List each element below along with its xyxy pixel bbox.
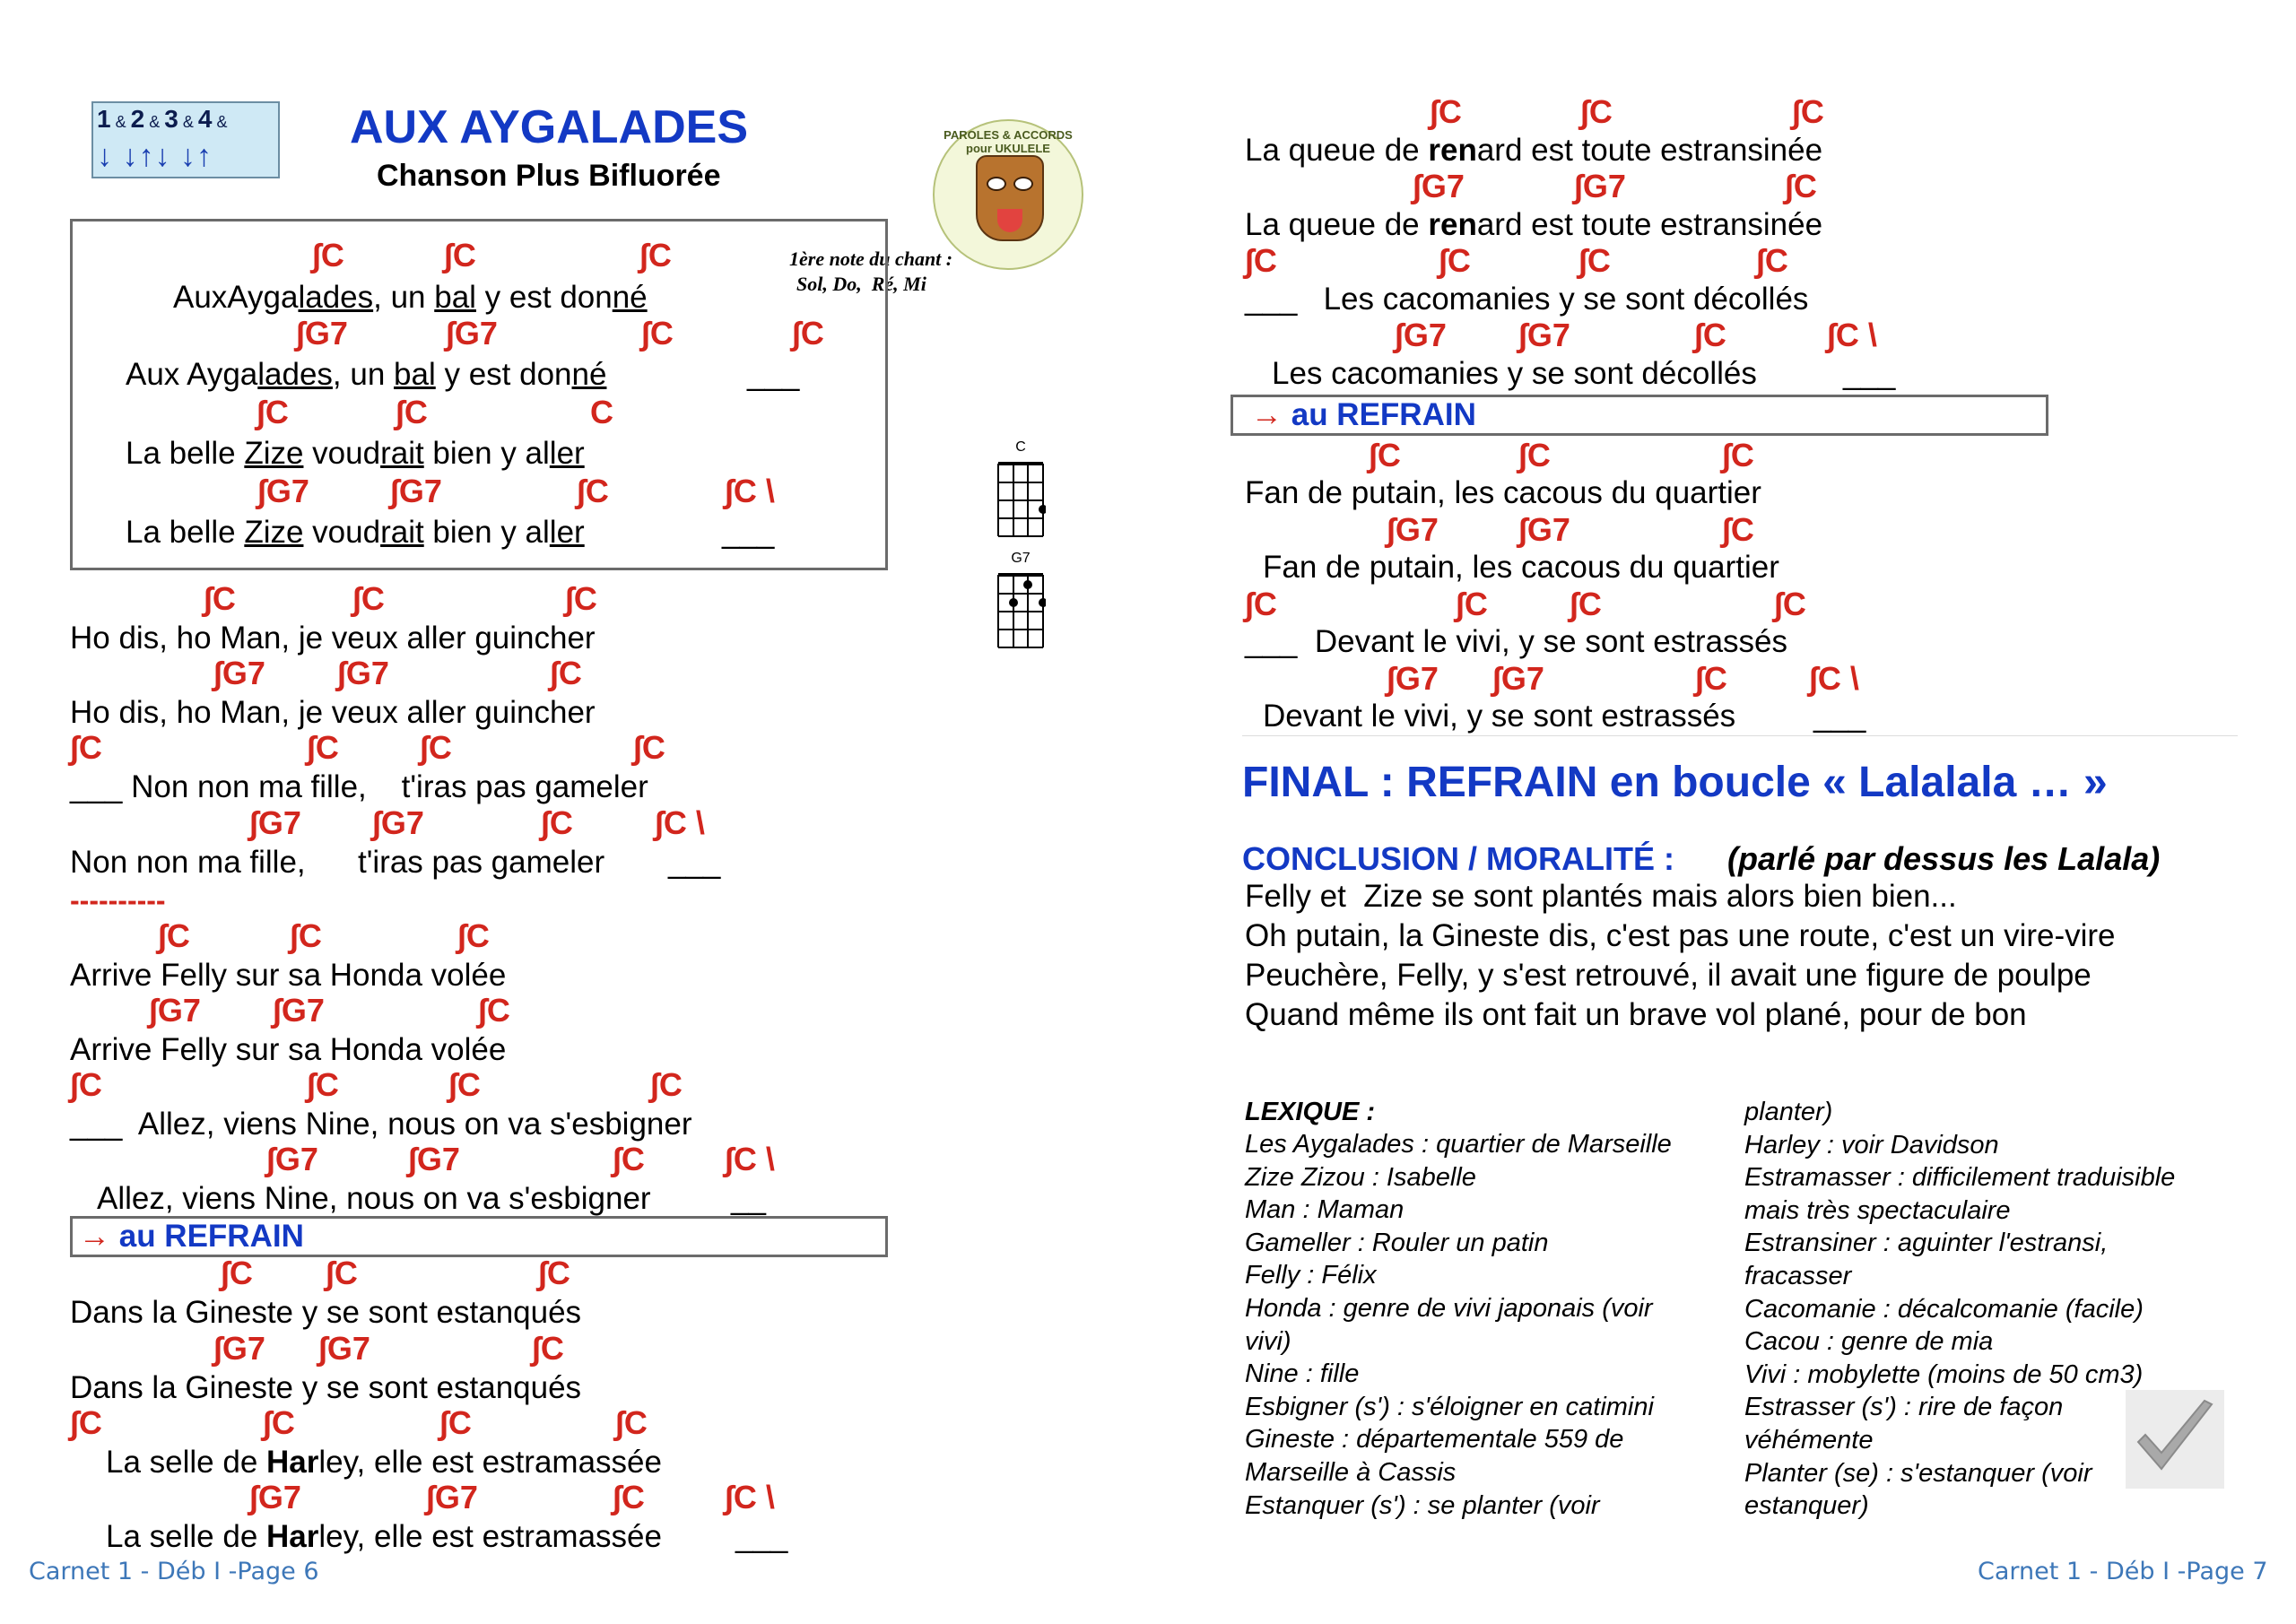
lexique-entry: Felly : Félix: [1245, 1261, 1377, 1290]
chord: ∫G7: [1413, 168, 1465, 204]
chord: ∫G7: [273, 992, 325, 1029]
chord: ∫C: [307, 1066, 339, 1103]
chord-diagram-g7: [996, 551, 1046, 656]
chord: ∫C: [1695, 660, 1727, 697]
lexique-column-2: [1744, 1096, 2175, 1523]
lyric-blank: ___: [722, 515, 775, 550]
chord: ∫G7: [249, 1479, 301, 1515]
refrain-label: au REFRAIN: [118, 1219, 304, 1254]
lyric-line: ___ Les cacomanies y se sont décollés: [1245, 282, 1809, 317]
lexique-entry: Estrasser (s') : rire de façon: [1744, 1393, 2064, 1422]
final-heading: FINAL : REFRAIN en boucle « Lalalala … »: [1242, 759, 2108, 806]
lexique-entry: Marseille à Cassis: [1245, 1457, 1457, 1487]
page-footer-right: Carnet 1 - Déb I -Page 7: [1978, 1558, 2268, 1585]
chord: ∫C: [1518, 437, 1551, 473]
lyric-line: ___ Devant le vivi, y se sont estrassés: [1245, 624, 1787, 659]
chord: ∫C: [550, 655, 582, 691]
lyric-line: Les cacomanies y se sont décollés: [1272, 356, 1757, 391]
chord: ∫C: [352, 580, 385, 617]
chord: ∫G7: [426, 1479, 478, 1515]
chord: ∫C: [639, 237, 672, 274]
lexique-entry: Cacou : genre de mia: [1744, 1327, 1994, 1357]
chord: ∫C: [1756, 242, 1788, 279]
chord: ∫C: [1245, 586, 1277, 622]
chord: ∫G7: [149, 992, 201, 1029]
beat-3: 3: [164, 105, 178, 133]
arrow-right-icon: →: [1251, 397, 1283, 432]
lyric-line: Ho dis, ho Man, je veux aller guincher: [70, 621, 596, 656]
chord: ∫C: [541, 804, 573, 841]
song-title: AUX AYGALADES: [350, 101, 749, 153]
lyric-line: Dans la Gineste y se sont estanqués: [70, 1370, 582, 1405]
lexique-entry: Nine : fille: [1245, 1359, 1360, 1389]
strum-pattern-box: [91, 101, 280, 178]
moral-line: Peuchère, Felly, y s'est retrouvé, il avait une figure de poulpe: [1245, 958, 2092, 993]
lexique-entry: planter): [1744, 1098, 1833, 1126]
strum-arrows: ↓ ↓↑↓ ↓↑: [97, 139, 213, 173]
chord: ∫C \: [655, 804, 705, 841]
lyric-blank: ___: [1813, 699, 1866, 734]
chord: ∫C \: [725, 473, 775, 509]
first-note-values: Sol, Do, Ré, Mi: [796, 273, 926, 295]
lexique-entry: Zize Zizou : Isabelle: [1245, 1162, 1476, 1192]
chord: ∫C: [565, 580, 597, 617]
chord: ∫C: [204, 580, 236, 617]
page-footer-left: Carnet 1 - Déb I -Page 6: [29, 1558, 319, 1585]
g7-chord-grid-icon: [996, 570, 1046, 651]
lyric-line: Fan de putain, les cacous du quartier: [1263, 550, 1779, 585]
lexique-entry: Gameller : Rouler un patin: [1245, 1228, 1549, 1257]
lyric-line: Ho dis, ho Man, je veux aller guincher: [70, 695, 596, 730]
lyric-blank: ___: [735, 1519, 788, 1554]
chord: ∫C: [615, 1404, 648, 1441]
lexique-entry: mais très spectaculaire: [1744, 1195, 2011, 1225]
chord: ∫G7: [408, 1141, 460, 1177]
chord-diagram-c: [996, 439, 1046, 544]
song-subtitle: Chanson Plus Bifluorée: [377, 159, 721, 193]
chord: ∫C: [532, 1330, 564, 1367]
moral-line: Oh putain, la Gineste dis, c'est pas une route, c'est un vire-vire: [1245, 918, 2116, 953]
chord: ∫C: [641, 315, 674, 352]
lyric-line: ___ Allez, viens Nine, nous on va s'esbigner: [70, 1107, 692, 1142]
chord: ∫G7: [1518, 317, 1570, 353]
chord-row: [312, 238, 344, 274]
chord: ∫G7: [1518, 511, 1570, 548]
conclusion-heading: CONCLUSION / MORALITÉ :: [1242, 840, 1674, 877]
lexique-entry: Vivi : mobylette (moins de 50 cm3): [1744, 1359, 2144, 1389]
chord-diagram-label: G7: [1011, 551, 1031, 566]
chord: ∫C: [439, 1404, 472, 1441]
chord: ∫G7: [1492, 660, 1544, 697]
lyric-line: La belle Zize voudrait bien y aller: [126, 515, 585, 550]
section-separator: ----------: [70, 884, 166, 916]
chord: ∫G7: [213, 1330, 265, 1367]
lexique-entry: Esbigner (s') : s'éloigner en catimini: [1245, 1392, 1654, 1421]
lyric-line: AuxAygalades, un bal y est donné: [173, 280, 648, 315]
chord: ∫C: [650, 1066, 683, 1103]
chord: ∫C: [70, 1066, 102, 1103]
chord: ∫C: [1430, 93, 1462, 130]
lyric-line: Non non ma fille, t'iras pas gameler: [70, 845, 605, 880]
lexique-entry: Cacomanie : décalcomanie (facile): [1744, 1294, 2144, 1324]
lyric-blank: ___: [668, 845, 721, 880]
lyric-line: Arrive Felly sur sa Honda volée: [70, 1032, 507, 1067]
lyric-line: La selle de Harley, elle est estramassée: [106, 1445, 662, 1480]
chord: ∫C: [633, 729, 665, 766]
chord: ∫G7: [257, 473, 309, 509]
chord: ∫C: [396, 394, 428, 430]
chord: ∫C: [70, 1404, 102, 1441]
chord: C: [590, 394, 613, 430]
beat-and: &: [115, 113, 126, 131]
chord: ∫G7: [337, 655, 389, 691]
lyric-line: La queue de renard est toute estransinée: [1245, 207, 1823, 242]
beat-and: &: [216, 113, 228, 131]
chord: ∫C: [420, 729, 452, 766]
chord: ∫C: [444, 237, 476, 274]
lyric-line: ___ Non non ma fille, t'iras pas gameler: [70, 769, 648, 804]
chord: ∫C: [263, 1404, 295, 1441]
chord: ∫G7: [1387, 511, 1439, 548]
lexique-entry: Honda : genre de vivi japonais (voir: [1245, 1293, 1653, 1323]
chord: ∫G7: [1387, 660, 1439, 697]
lyric-line: La queue de renard est toute estransinée: [1245, 133, 1823, 168]
chord: ∫C: [457, 917, 490, 954]
chord: ∫C: [1792, 93, 1824, 130]
chord: ∫G7: [249, 804, 301, 841]
chord-row: [639, 238, 672, 274]
lyric-line: La selle de Harley, elle est estramassée: [106, 1519, 662, 1554]
chord: ∫C: [538, 1255, 570, 1291]
chord: ∫C: [290, 917, 322, 954]
chord: ∫C: [257, 394, 289, 430]
chord: ∫C: [1774, 586, 1806, 622]
beat-4: 4: [197, 105, 213, 133]
chord: ∫C: [613, 1141, 645, 1177]
chord: ∫G7: [372, 804, 424, 841]
lexique-heading: LEXIQUE :: [1245, 1098, 1376, 1126]
chord: ∫C \: [1809, 660, 1859, 697]
chord: ∫C \: [1827, 317, 1877, 353]
chord: ∫G7: [1395, 317, 1447, 353]
lyric-line: Arrive Felly sur sa Honda volée: [70, 958, 507, 993]
lexique-entry: Harley : voir Davidson: [1744, 1130, 1999, 1159]
lexique-entry: Planter (se) : s'estanquer (voir: [1744, 1458, 2092, 1488]
lyric-line: Aux Aygаlades, un bal y est donné: [126, 357, 607, 392]
chord: ∫C \: [725, 1141, 775, 1177]
chord-row: [444, 238, 476, 274]
chord: ∫C \: [725, 1479, 775, 1515]
lexique-entry: estanquer): [1744, 1491, 1869, 1521]
chord: ∫G7: [318, 1330, 370, 1367]
lexique-column-1: [1245, 1128, 1672, 1522]
lexique-entry: Estanquer (s') : se planter (voir: [1245, 1490, 1600, 1520]
chord: ∫C: [1570, 586, 1602, 622]
chord: ∫C: [1785, 168, 1817, 204]
chord: ∫C: [448, 1066, 481, 1103]
chord: ∫C: [1369, 437, 1401, 473]
lyric-line: Allez, viens Nine, nous on va s'esbigner: [97, 1181, 651, 1216]
chord: ∫G7: [1574, 168, 1626, 204]
lyric-line: La belle Zize voudrait bien y aller: [126, 436, 585, 471]
refrain-callout[interactable]: [79, 1219, 304, 1255]
chord: ∫C: [1722, 437, 1754, 473]
lexique-entry: Les Aygalades : quartier de Marseille: [1245, 1130, 1672, 1159]
chord: ∫C: [158, 917, 190, 954]
logo-text: PAROLES & ACCORDS pour UKULELE: [944, 128, 1073, 155]
chord: ∫C: [1439, 242, 1471, 279]
chord: ∫G7: [296, 315, 348, 352]
chord: ∫C: [577, 473, 609, 509]
chord: ∫C: [70, 729, 102, 766]
moral-line: Quand même ils ont fait un brave vol plané, pour de bon: [1245, 997, 2027, 1032]
refrain-callout[interactable]: [1251, 397, 1476, 433]
chord: ∫G7: [266, 1141, 318, 1177]
beat-2: 2: [130, 105, 145, 133]
strum-beats: [97, 105, 227, 134]
checkmark-icon: [2126, 1390, 2224, 1489]
conclusion-note: (parlé par dessus les Lalala): [1727, 840, 2161, 877]
arrow-right-icon: →: [79, 1219, 110, 1254]
section-divider: [1242, 735, 2238, 736]
first-note-label: 1ère note du chant :: [789, 248, 953, 270]
lexique-entry: Estransiner : aguinter l'estransi,: [1744, 1229, 2109, 1258]
chord: ∫C: [307, 729, 339, 766]
lyric-blank: ___: [1843, 356, 1896, 391]
beat-and: &: [182, 113, 194, 131]
lyric-line: Fan de putain, les cacous du quartier: [1245, 475, 1761, 510]
chord: ∫C: [1245, 242, 1277, 279]
beat-1: 1: [97, 105, 111, 133]
chord: ∫G7: [446, 315, 498, 352]
lexique-entry: Man : Maman: [1245, 1195, 1405, 1225]
moral-line: Felly et Zize se sont plantés mais alors bien bien...: [1245, 879, 1957, 914]
tiki-mask-icon: [976, 155, 1044, 241]
lexique-entry: véhémente: [1744, 1425, 1874, 1455]
beat-and: &: [149, 113, 161, 131]
lyric-line: Devant le vivi, y se sont estrassés: [1263, 699, 1736, 734]
lyric-line: Dans la Gineste y se sont estanqués: [70, 1295, 582, 1330]
chord: ∫C: [1694, 317, 1726, 353]
lexique-entry: Gineste : départementale 559 de: [1245, 1425, 1624, 1455]
chord: ∫C: [221, 1255, 253, 1291]
c-chord-grid-icon: [996, 459, 1046, 540]
chord: ∫C: [792, 315, 824, 352]
lexique-entry: Estramasser : difficilement traduisible: [1744, 1163, 2176, 1193]
lexique-entry: fracasser: [1744, 1261, 1852, 1290]
ukulele-logo: [933, 119, 1083, 270]
chord: ∫C: [326, 1255, 358, 1291]
chord: ∫C: [1722, 511, 1754, 548]
chord-diagram-label: C: [1015, 439, 1026, 455]
lyric-blank: __: [731, 1181, 766, 1216]
chord: ∫C: [478, 992, 510, 1029]
chord: ∫C: [1456, 586, 1488, 622]
chord: ∫C: [613, 1479, 645, 1515]
refrain-label: au REFRAIN: [1291, 397, 1476, 432]
chord: ∫C: [1578, 242, 1611, 279]
chord: ∫G7: [213, 655, 265, 691]
chord: ∫G7: [390, 473, 442, 509]
chord: ∫C: [1580, 93, 1613, 130]
chord: ∫C: [312, 237, 344, 274]
lyric-blank: ___: [747, 357, 800, 392]
lexique-entry: vivi): [1245, 1326, 1292, 1356]
